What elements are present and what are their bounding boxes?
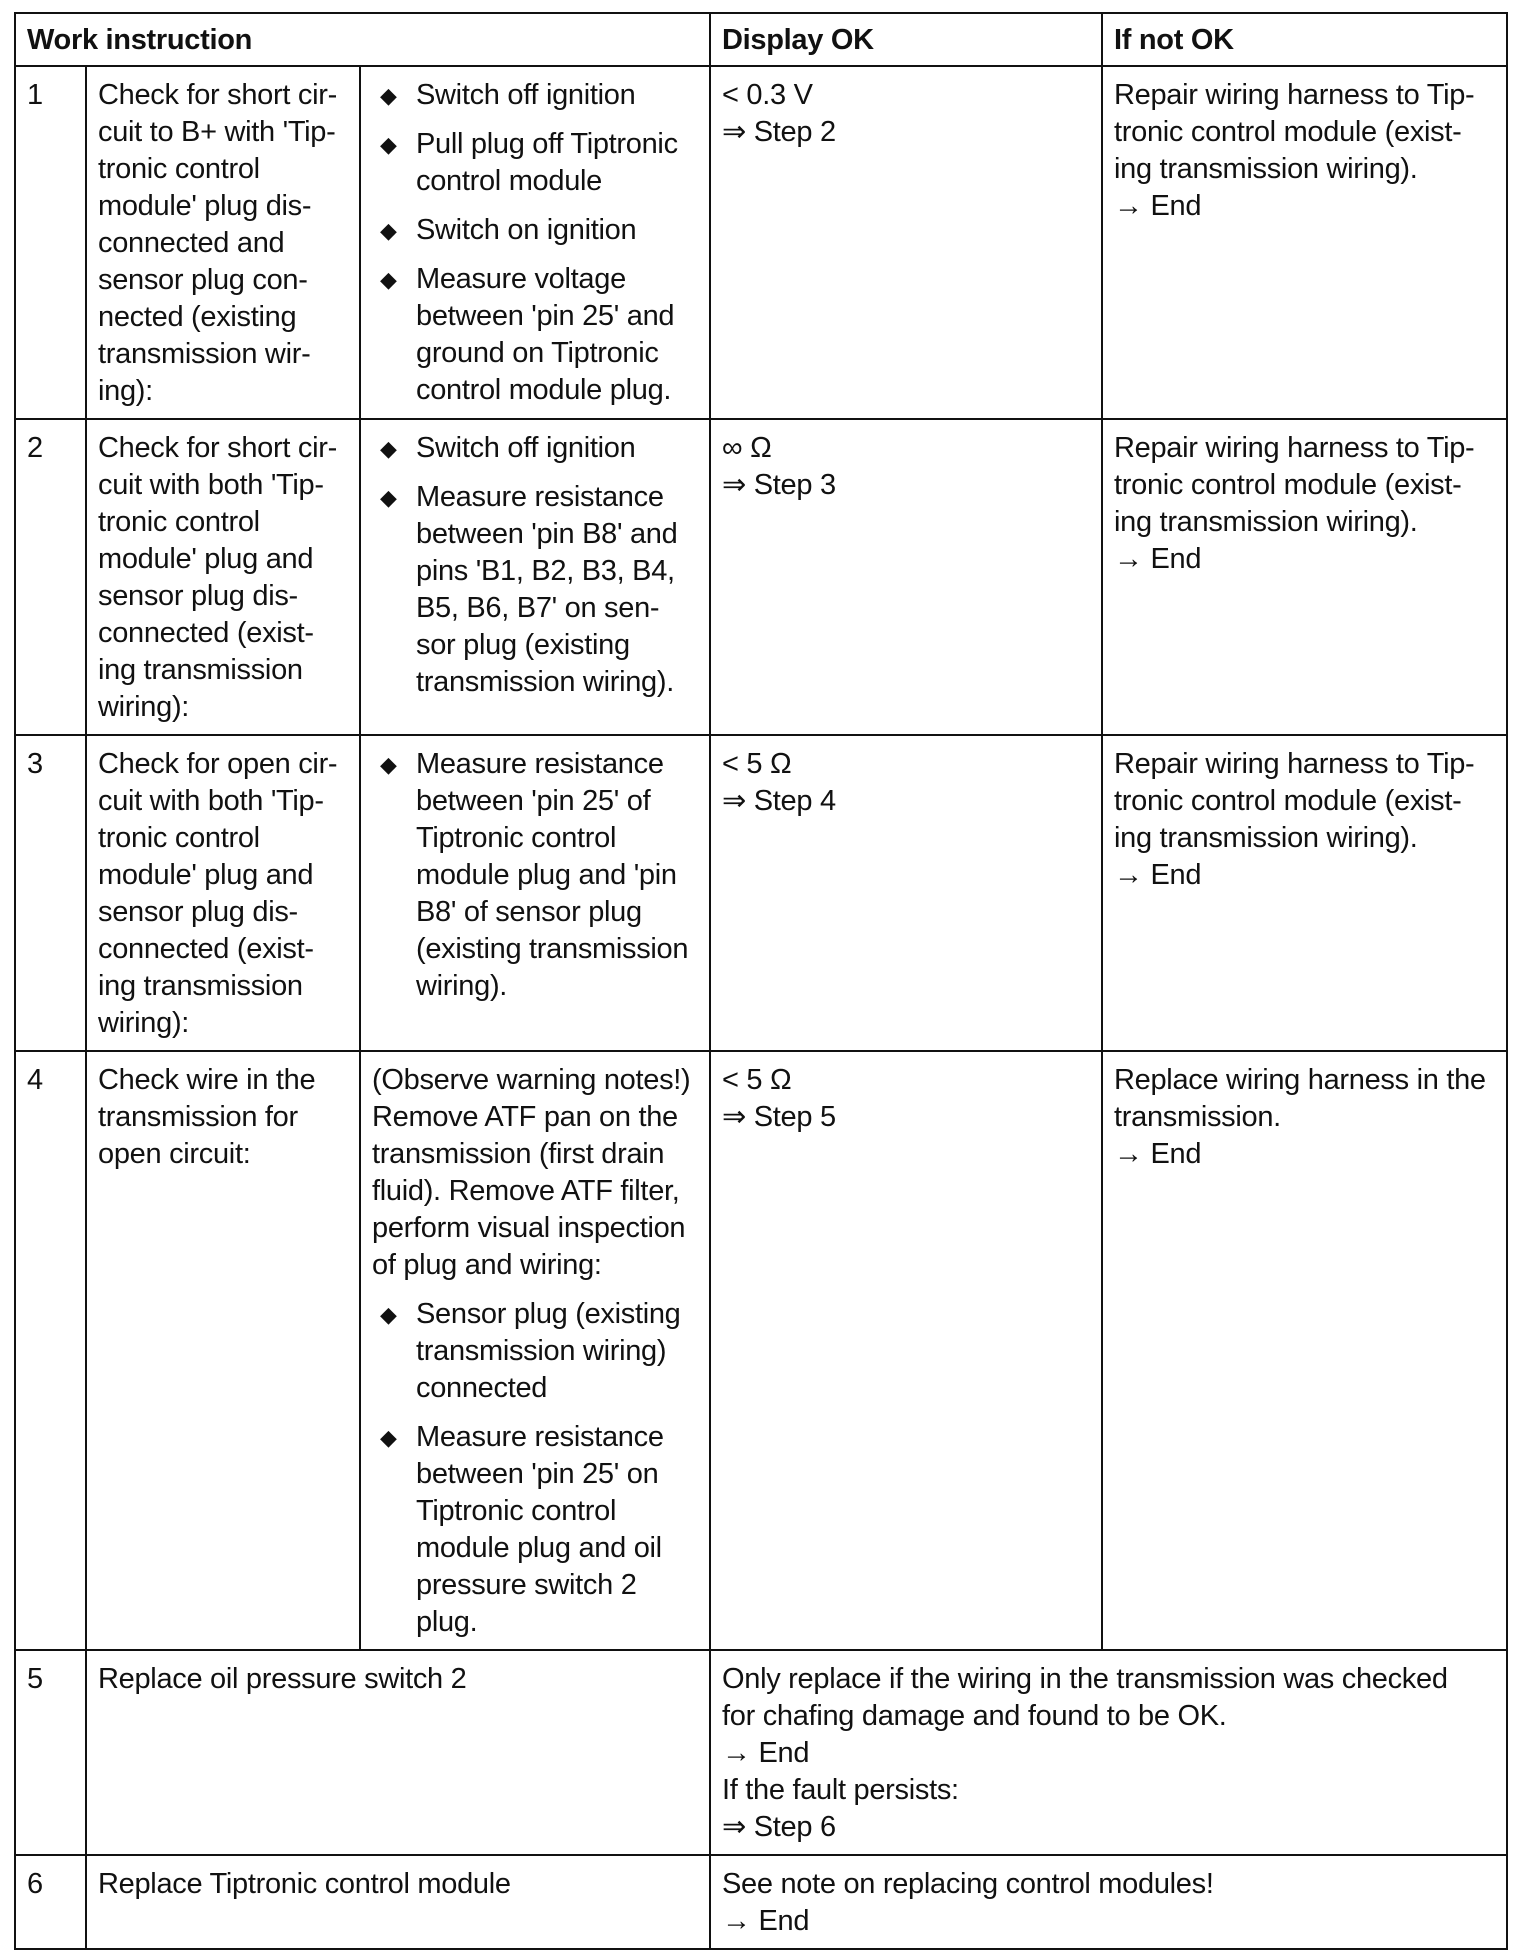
action-item [372, 212, 699, 249]
step-row-2 [15, 419, 1507, 735]
not-ok-cell [1102, 419, 1507, 735]
bullet-icon: ◆ [380, 752, 397, 777]
not-ok-cell [1102, 66, 1507, 419]
display-ok-cell [710, 1051, 1102, 1650]
action-text: Measure resistance between 'pin 25' of Tiptronic control module plug and 'pin B8' of sensor plug (existing transmission wiring). [416, 748, 689, 1002]
bullet-icon: ◆ [380, 1302, 397, 1327]
result-cell [710, 1650, 1507, 1855]
work-instruction-table [14, 12, 1508, 1950]
not-ok-text: Repair wiring harness to Tip- tronic control module (exist- ing transmission wiring). [1114, 79, 1475, 185]
check-description: Check wire in the transmission for open circuit: [86, 1051, 360, 1650]
action-item [372, 126, 699, 200]
step-row-6 [15, 1855, 1507, 1949]
display-next-step: ⇒ Step 2 [722, 116, 836, 148]
bullet-icon: ◆ [380, 132, 397, 157]
action-cell [360, 66, 710, 419]
not-ok-cell [1102, 1051, 1507, 1650]
header-display-ok: Display OK [710, 13, 1102, 66]
check-description: Check for short cir- cuit to B+ with 'Tip- tronic control module' plug dis- connected and sensor plug con- nected (existing transmission wir- ing): [86, 66, 360, 419]
action-text: Switch on ignition [416, 214, 637, 246]
bullet-icon: ◆ [380, 218, 397, 243]
result-condition: If the fault persists: [722, 1774, 959, 1806]
action-item [372, 77, 699, 114]
not-ok-text: Repair wiring harness to Tip- tronic control module (exist- ing transmission wiring). [1114, 432, 1475, 538]
action-text: Switch off ignition [416, 432, 636, 464]
task-description: Replace Tiptronic control module [86, 1855, 710, 1949]
action-text: Pull plug off Tiptronic control module [416, 128, 678, 197]
not-ok-next: → End [1114, 543, 1202, 575]
action-text: Measure resistance between 'pin B8' and pins 'B1, B2, B3, B4, B5, B6, B7' on sen- sor plug (existing transmission wiring). [416, 481, 678, 698]
display-ok-cell [710, 66, 1102, 419]
display-ok-cell [710, 735, 1102, 1051]
header-row [15, 13, 1507, 66]
action-text: Measure resistance between 'pin 25' on Tiptronic control module plug and oil pressure switch 2 plug. [416, 1421, 664, 1638]
action-text: Sensor plug (existing transmission wiring) connected [416, 1298, 681, 1404]
not-ok-next: → End [1114, 859, 1202, 891]
action-cell [360, 419, 710, 735]
action-item [372, 746, 699, 1005]
step-row-5 [15, 1650, 1507, 1855]
not-ok-next: → End [1114, 190, 1202, 222]
action-item [372, 261, 699, 409]
result-cell [710, 1855, 1507, 1949]
header-if-not-ok: If not OK [1102, 13, 1507, 66]
action-list [372, 430, 699, 701]
display-value: < 0.3 V [722, 79, 813, 111]
action-list [372, 77, 699, 409]
not-ok-text: Repair wiring harness to Tip- tronic control module (exist- ing transmission wiring). [1114, 748, 1475, 854]
bullet-icon: ◆ [380, 83, 397, 108]
check-description: Check for short cir- cuit with both 'Tip- tronic control module' plug and sensor plug dis- connected (exist- ing transmission wiring): [86, 419, 360, 735]
action-list [372, 1296, 699, 1641]
display-next-step: ⇒ Step 3 [722, 469, 836, 501]
result-end: → End [722, 1905, 810, 1937]
display-next-step: ⇒ Step 4 [722, 785, 836, 817]
action-item [372, 1296, 699, 1407]
bullet-icon: ◆ [380, 485, 397, 510]
result-next-step: ⇒ Step 6 [722, 1811, 836, 1843]
action-list [372, 746, 699, 1005]
step-number: 6 [15, 1855, 86, 1949]
header-work-instruction: Work instruction [15, 13, 710, 66]
not-ok-text: Replace wiring harness in the transmission. [1114, 1064, 1486, 1133]
action-text: Switch off ignition [416, 79, 636, 111]
display-value: < 5 Ω [722, 748, 792, 780]
bullet-icon: ◆ [380, 1425, 397, 1450]
step-row-1 [15, 66, 1507, 419]
check-description: Check for open cir- cuit with both 'Tip- tronic control module' plug and sensor plug dis- connected (exist- ing transmission wiring): [86, 735, 360, 1051]
action-intro: (Observe warning notes!) Remove ATF pan on the transmission (first drain fluid). Remove ATF filter, perform visual inspection of plug and wiring: [372, 1064, 691, 1281]
display-next-step: ⇒ Step 5 [722, 1101, 836, 1133]
action-text: Measure voltage between 'pin 25' and ground on Tiptronic control module plug. [416, 263, 675, 406]
step-number: 2 [15, 419, 86, 735]
not-ok-cell [1102, 735, 1507, 1051]
task-description: Replace oil pressure switch 2 [86, 1650, 710, 1855]
display-value: ∞ Ω [722, 432, 772, 464]
bullet-icon: ◆ [380, 267, 397, 292]
action-item [372, 1419, 699, 1641]
step-number: 3 [15, 735, 86, 1051]
action-cell [360, 735, 710, 1051]
not-ok-next: → End [1114, 1138, 1202, 1170]
step-row-3 [15, 735, 1507, 1051]
bullet-icon: ◆ [380, 436, 397, 461]
result-end: → End [722, 1737, 810, 1769]
display-value: < 5 Ω [722, 1064, 792, 1096]
step-number: 4 [15, 1051, 86, 1650]
step-row-4 [15, 1051, 1507, 1650]
step-number: 5 [15, 1650, 86, 1855]
action-item [372, 430, 699, 467]
action-cell [360, 1051, 710, 1650]
result-note: Only replace if the wiring in the transmission was checked for chafing damage and found to be OK. [722, 1663, 1448, 1732]
action-item [372, 479, 699, 701]
result-note: See note on replacing control modules! [722, 1868, 1214, 1900]
display-ok-cell [710, 419, 1102, 735]
step-number: 1 [15, 66, 86, 419]
